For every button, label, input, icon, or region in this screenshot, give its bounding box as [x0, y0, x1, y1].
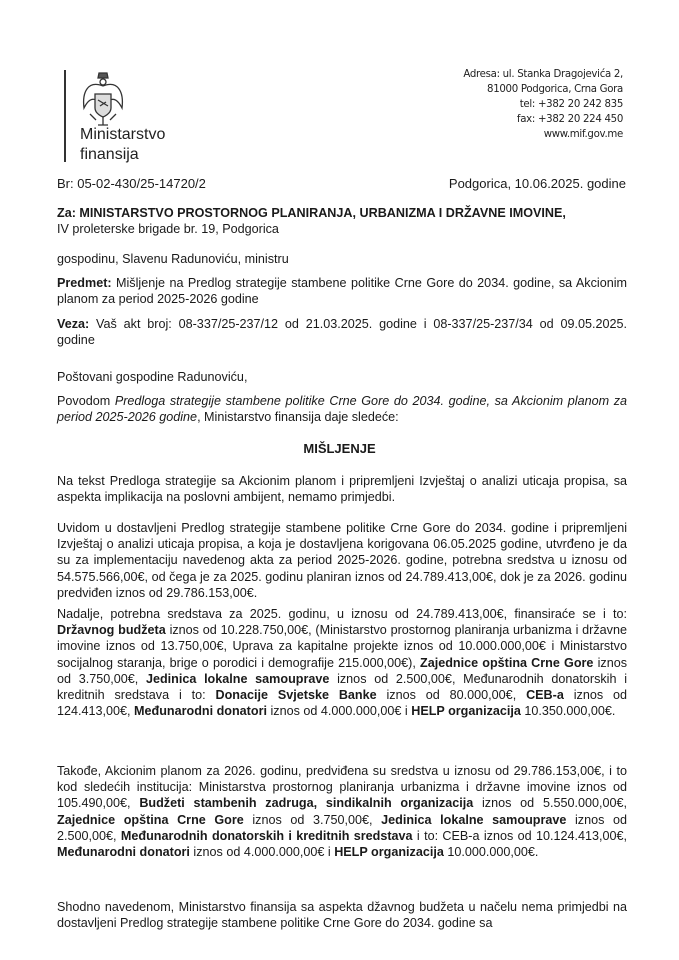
text: 10.350.000,00€.: [520, 704, 616, 719]
body-paragraph: [57, 473, 627, 505]
text: iznos od 4.000.000,00€ i: [266, 704, 412, 719]
addressee: [57, 251, 627, 267]
text: gospodinu, Slavenu Radunoviću, ministru: [57, 252, 289, 266]
website-link[interactable]: www.mif.gov.me: [543, 129, 623, 140]
ministry-address: [463, 67, 623, 142]
reference-line: [57, 316, 627, 348]
italic-text: Predloga strategije stambene politike Crne Gore do 2034. godine, sa Akcionim planom za period 2025-2026 godine: [57, 394, 627, 425]
text: Vaš akt broj: 08-337/25-237/12 od 21.03.2025. godine i 08-337/25-237/34 od 09.05.2025. godine: [57, 317, 627, 348]
coat-of-arms-icon: [78, 70, 128, 130]
salutation: [57, 369, 627, 385]
opinion-heading: MIŠLJENJE: [303, 441, 376, 456]
bold-text: Predmet:: [57, 276, 112, 290]
ministry-name-line: finansija: [80, 146, 139, 163]
text: IV proleterske brigade br. 19, Podgorica: [57, 222, 279, 237]
bold-text: Međunarodnih donatorskih i kreditnih sredstava: [120, 828, 413, 843]
bold-text: Zajednice opština Crne Gore: [420, 655, 594, 670]
body-paragraph: [57, 520, 627, 601]
bold-text: Veza:: [57, 317, 90, 331]
text-line: [57, 251, 627, 267]
text: iznos od 2.500,00€, Međunarodnih donatorskih i kreditnih sredstava i to:: [57, 671, 627, 703]
text: iznos od 4.000.000,00€ i: [189, 845, 335, 860]
document-date: Podgorica, 10.06.2025. godine: [448, 176, 626, 191]
bold-text: HELP organizacija: [411, 704, 521, 719]
text: iznos od 10.228.750,00€, (Ministarstvo prostornog planiranja urbanizma i državne imovine iznos od 13.750,00€, Uprava za kapitalne projekte iznos od 10.000.000,00€ i Ministarstvo socijalnog staranja, brige o porodici i demografije 215.000,00€),: [57, 623, 627, 670]
text-line: [57, 275, 627, 307]
ministry-name-line: Ministarstvo: [80, 126, 166, 143]
text-line: [57, 763, 627, 860]
text: Na tekst Predloga strategije sa Akcionim planom i pripremljeni Izvještaj o analizi uticaja propisa, sa aspekta implikacija na poslovni ambijent, nemamo primjedbi.: [57, 474, 627, 505]
text: iznos od 3.750,00€,: [243, 812, 382, 827]
text: Shodno navedenom, Ministarstvo finansija sa aspekta džavnog budžeta u načelu nema primjedbi na dostavljeni Predlog strategije stambene politike Crne Gore do 2034. godine sa: [57, 900, 627, 931]
text: i to: CEB-a iznos od 10.124.413,00€,: [412, 828, 627, 843]
address-line: Adresa: ul. Stanka Dragojevića 2,: [463, 69, 623, 80]
ministry-name: [80, 125, 165, 165]
bold-text: Za: MINISTARSTVO PROSTORNOG PLANIRANJA, URBANIZMA I DRŽAVNE IMOVINE,: [57, 206, 566, 220]
recipient-block: [57, 205, 627, 237]
text: 10.000.000,00€.: [443, 845, 539, 860]
bold-text: Međunarodni donatori: [57, 845, 190, 860]
text: iznos od 124.413,00€,: [57, 688, 628, 719]
bold-text: Jedinica lokalne samouprave: [145, 671, 330, 686]
bold-text: Donacije Svjetske Banke: [215, 688, 377, 703]
text-line: [57, 520, 627, 601]
bold-text: Jedinica lokalne samouprave: [381, 812, 567, 827]
text: iznos od 2.500,00€,: [57, 812, 627, 843]
bold-text: CEB-a: [526, 688, 564, 703]
text: Poštovani gospodine Radunoviću,: [57, 370, 248, 384]
text: iznos od 80.000,00€,: [376, 688, 527, 703]
body-paragraph: [57, 763, 627, 860]
text-line: [57, 316, 627, 348]
bold-text: Međunarodni donatori: [134, 704, 267, 719]
text-line: [57, 221, 627, 237]
fax-line: fax: +382 20 224 450: [516, 114, 623, 125]
bold-text: Budžeti stambenih zadruga, sindikalnih organizacija: [139, 796, 474, 811]
intro-paragraph: [57, 393, 627, 425]
text: iznos od 3.750,00€,: [57, 655, 627, 686]
bold-text: HELP organizacija: [334, 845, 444, 860]
text: Povodom: [57, 394, 115, 408]
body-paragraph: [57, 899, 627, 931]
phone-line: tel: +382 20 242 835: [519, 99, 623, 110]
bold-text: Državnog budžeta: [57, 623, 166, 638]
text-line: [57, 606, 627, 719]
letterhead-rule: [64, 70, 66, 162]
text: Takođe, Akcionim planom za 2026. godinu, predviđena su sredstva u iznosu od 29.786.153,00€, i to kod sledećih institucija: Ministarstva prostornog planiranja urbanizma i državne imovine iznos od 105.490,00€,: [57, 764, 627, 811]
text-line: [57, 899, 627, 931]
subject: [57, 275, 627, 307]
text-line: [57, 205, 627, 221]
text: Mišljenje na Predlog strategije stambene politike Crne Gore do 2034. godine, sa Akcionim planom za period 2025-2026 godine: [57, 276, 627, 307]
text-line: [57, 393, 627, 425]
text: Uvidom u dostavljeni Predlog strategije stambene politike Crne Gore do 2034. godine i pripremljeni Izvještaj o analizi uticaja propisa, a koja je dostavljena korigovana 06.05.2025 godine, utvrđeno je da su za implementaciju navedenog akta za period 2025-2026. godine, potrebna sredstva u iznosu od 54.575.566,00€, od čega je za 2025. godinu planiran iznos od 24.789.413,00€, dok je za 2026. godinu predviđen iznos od 29.786.153,00€.: [57, 521, 627, 600]
text-line: [57, 369, 627, 385]
reference-number: Br: 05-02-430/25-14720/2: [57, 176, 206, 191]
body-paragraph: [57, 606, 627, 719]
address-line: 81000 Podgorica, Crna Gora: [487, 84, 623, 95]
text: iznos od 5.550.000,00€,: [473, 796, 627, 811]
bold-text: Zajednice opština Crne Gore: [57, 812, 244, 827]
text: Nadalje, potrebna sredstava za 2025. godinu, u iznosu od 24.789.413,00€, finansiraće se i to:: [57, 607, 627, 621]
text-line: [57, 473, 627, 505]
text: , Ministarstvo finansija daje sledeće:: [197, 410, 399, 425]
